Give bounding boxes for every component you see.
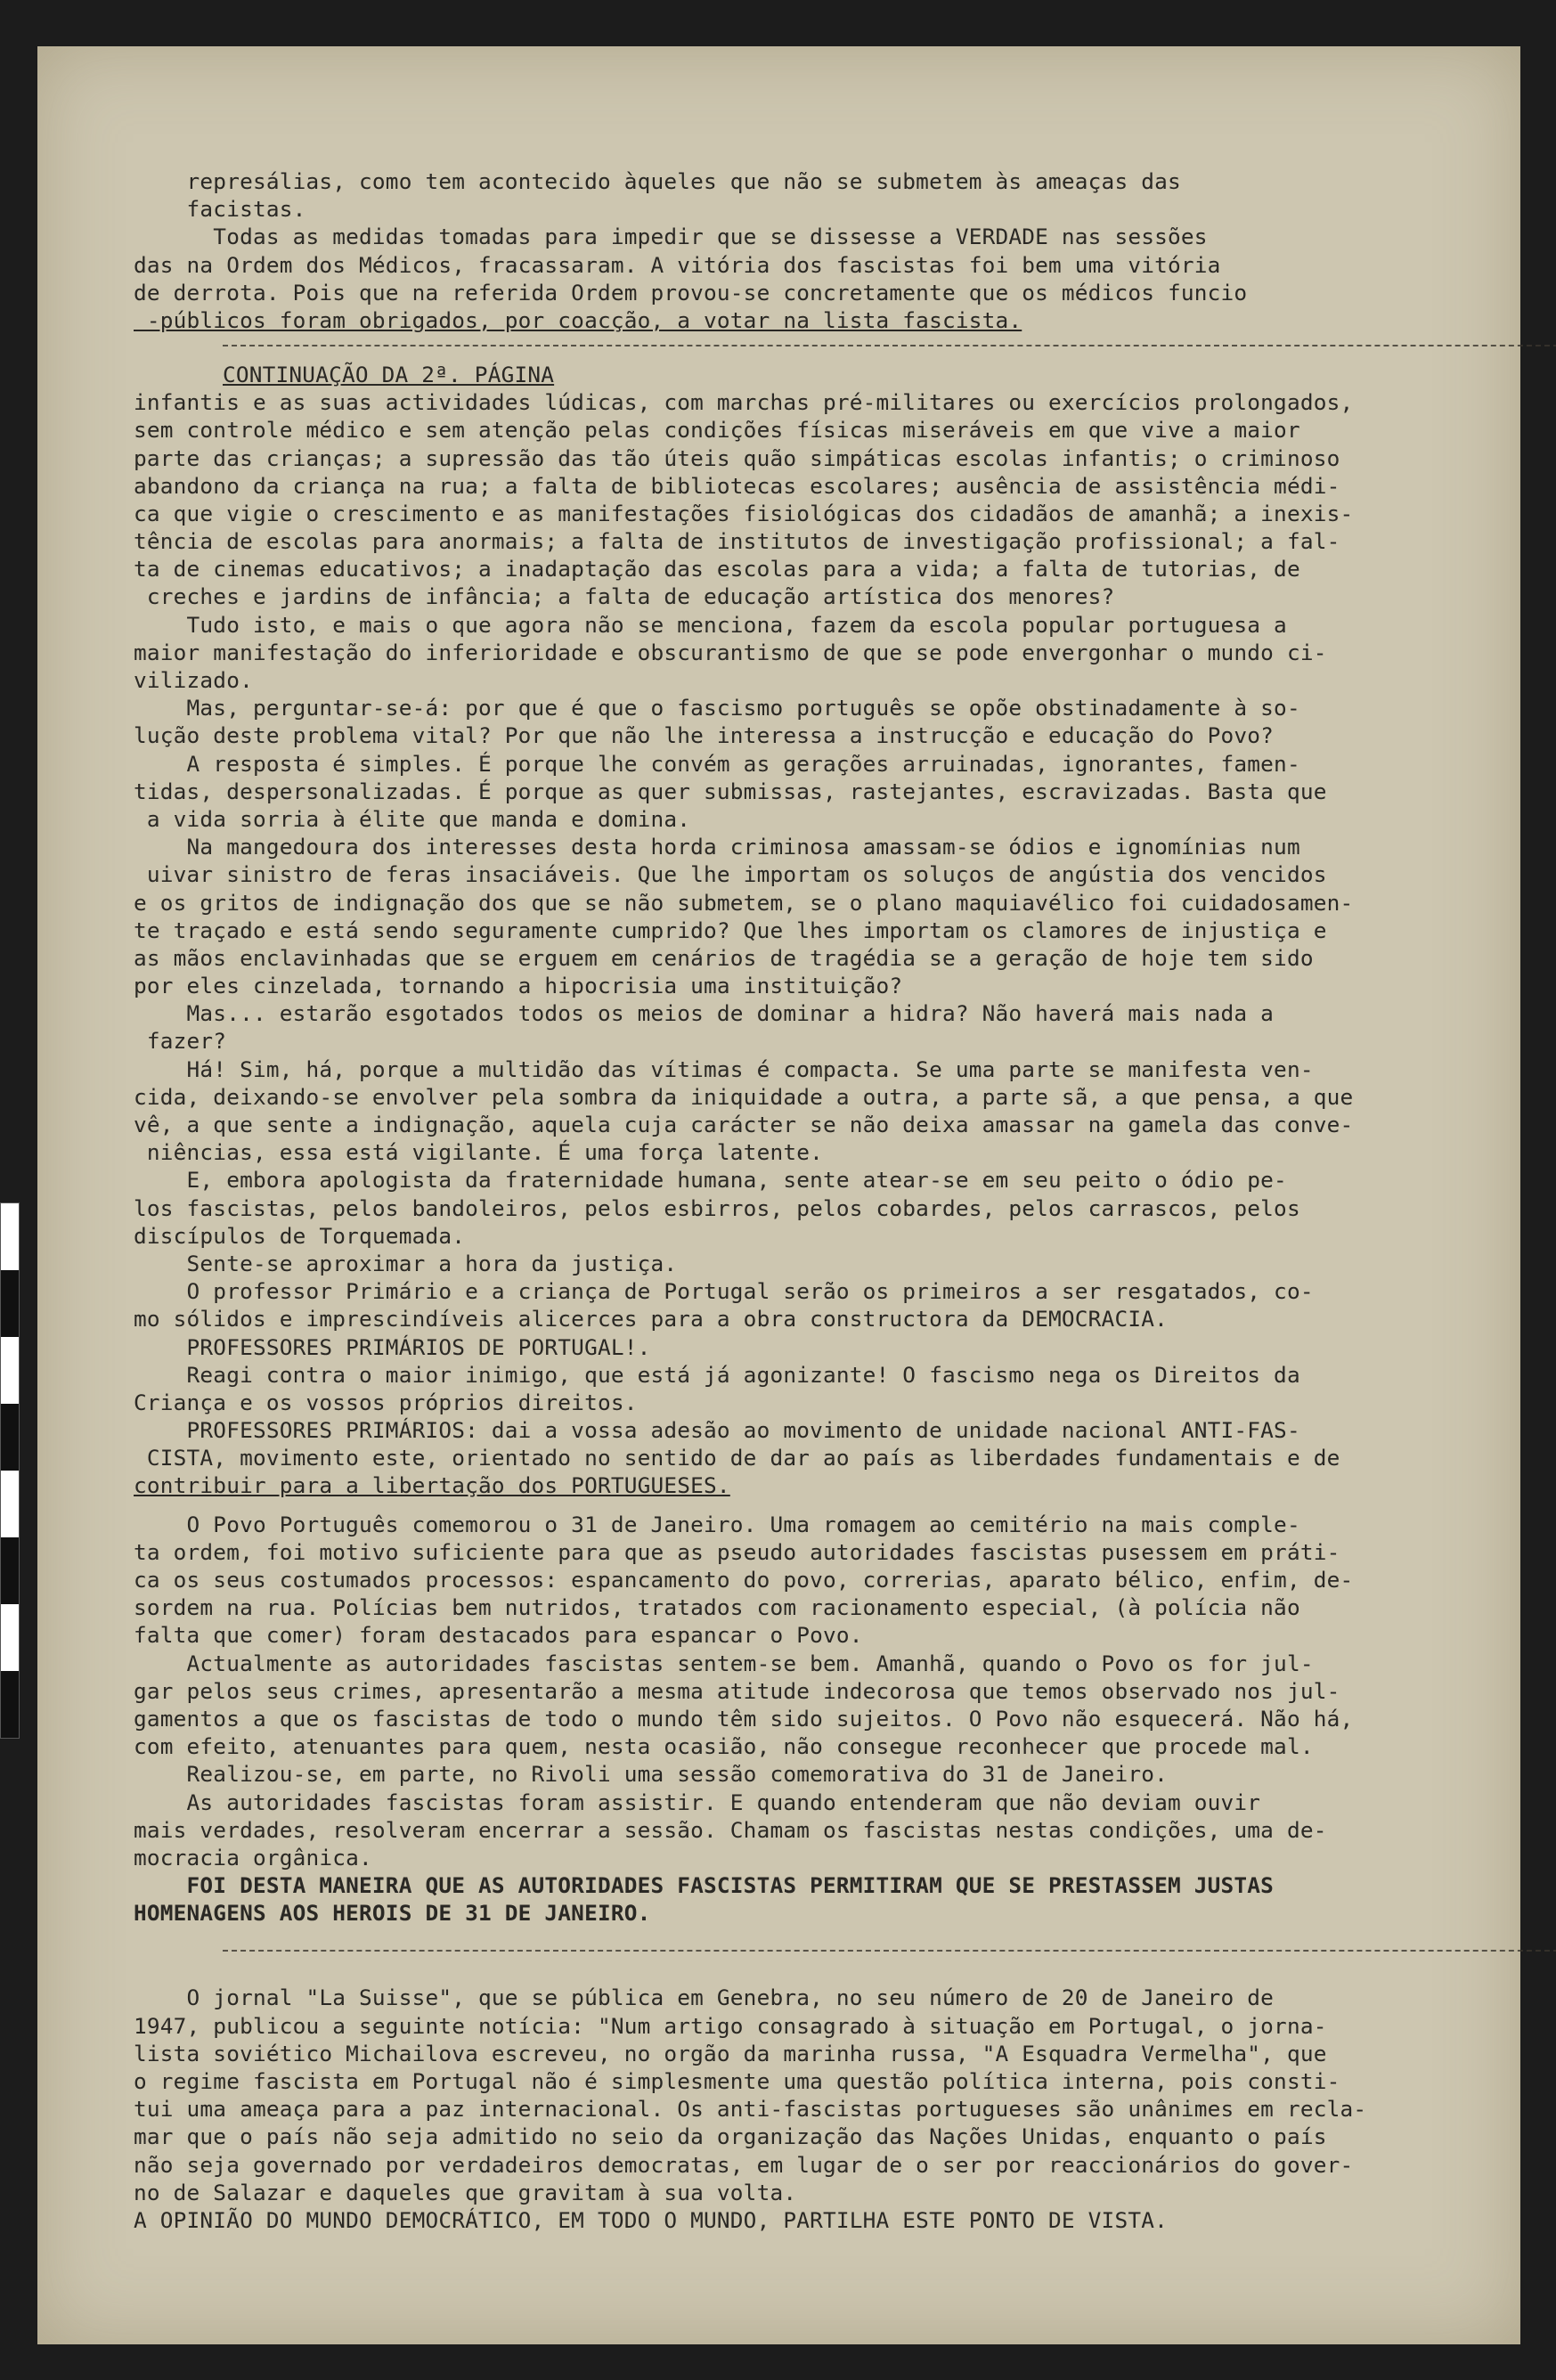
text-line: A OPINIÃO DO MUNDO DEMOCRÁTICO, EM TODO O MUNDO, PARTILHA ESTE PONTO DE VISTA. xyxy=(134,2206,1168,2233)
press-section xyxy=(134,1984,1496,2234)
text-line: mais verdades, resolveram encerrar a sessão. Chamam os fascistas nestas condições, uma de- xyxy=(134,1816,1327,1843)
text-line: E, embora apologista da fraternidade humana, sente atear-se em seu peito o ódio pe- xyxy=(134,1167,1287,1194)
text-line: niências, essa está vigilante. É uma força latente. xyxy=(134,1139,823,1166)
text-line: fazer? xyxy=(134,1028,227,1055)
text-line: uivar sinistro de feras insaciáveis. Que lhe importam os soluços de angústia dos vencidos xyxy=(134,861,1327,888)
text-line: ca os seus costumados processos: espancamento do povo, correrias, aparato bélico, enfim, de- xyxy=(134,1567,1354,1593)
text-line: parte das crianças; a supressão das tão úteis quão simpáticas escolas infantis; o criminoso xyxy=(134,444,1340,471)
text-line: de derrota. Pois que na referida Ordem provou-se concretamente que os médicos funcio xyxy=(134,279,1248,306)
text-line: e os gritos de indignação dos que se não submetem, se o plano maquiavélico foi cuidadosamen- xyxy=(134,889,1354,916)
text-line: ca que vigie o crescimento e as manifestações fisiológicas dos cidadãos de amanhã; a inexis- xyxy=(134,500,1354,526)
text-line: vilizado. xyxy=(134,667,253,693)
text-line: no de Salazar e daqueles que gravitam à sua volta. xyxy=(134,2179,797,2205)
text-line: Actualmente as autoridades fascistas sentem-se bem. Amanhã, quando o Povo os for jul- xyxy=(134,1650,1314,1676)
text-line: HOMENAGENS AOS HEROIS DE 31 DE JANEIRO. xyxy=(134,1900,651,1927)
text-line: represálias, como tem acontecido àqueles que não se submetem às ameaças das xyxy=(134,168,1181,194)
text-line: o regime fascista em Portugal não é simplesmente uma questão política interna, pois consti- xyxy=(134,2068,1340,2094)
divider xyxy=(223,345,1556,348)
text-line: cida, deixando-se envolver pela sombra da iniquidade a outra, a parte sã, a que pensa, a que xyxy=(134,1083,1354,1110)
text-line: los fascistas, pelos bandoleiros, pelos esbirros, pelos cobardes, pelos carrascos, pelos xyxy=(134,1194,1300,1221)
text-line: -públicos foram obrigados, por coacção, a votar na lista fascista. xyxy=(134,306,1022,333)
text-line: por eles cinzelada, tornando a hipocrisia uma instituição? xyxy=(134,973,903,999)
text-line: tência de escolas para anormais; a falta de institutos de investigação profissional; a fal- xyxy=(134,528,1340,555)
text-line: com efeito, atenuantes para quem, nesta ocasião, não consegue reconhecer que procede mal. xyxy=(134,1733,1314,1760)
text-line: CISTA, movimento este, orientado no sentido de dar ao país as liberdades fundamentais e de xyxy=(134,1445,1340,1471)
text-line: Realizou-se, em parte, no Rivoli uma sessão comemorativa do 31 de Janeiro. xyxy=(134,1761,1168,1788)
text-line: O professor Primário e a criança de Portugal serão os primeiros a ser resgatados, co- xyxy=(134,1278,1314,1305)
text-line: ta ordem, foi motivo suficiente para que as pseudo autoridades fascistas pusessem em práti- xyxy=(134,1538,1340,1565)
text-line: creches e jardins de infância; a falta de educação artística dos menores? xyxy=(134,583,1115,610)
text-line: O jornal "La Suisse", que se pública em Genebra, no seu número de 20 de Janeiro de xyxy=(134,1985,1275,2011)
text-line: discípulos de Torquemada. xyxy=(134,1222,466,1249)
scan-color-scale xyxy=(0,1202,20,1739)
text-line: facistas. xyxy=(134,196,306,223)
continuation-heading: CONTINUAÇÃO DA 2ª. PÁGINA xyxy=(223,362,555,388)
text-line: Mas... estarão esgotados todos os meios de dominar a hidra? Não haverá mais nada a xyxy=(134,1000,1275,1027)
divider xyxy=(223,1950,1556,1953)
text-line: lução deste problema vital? Por que não lhe interessa a instrucção e educação do Povo? xyxy=(134,722,1275,749)
text-line: ta de cinemas educativos; a inadaptação das escolas para a vida; a falta de tutorias, de xyxy=(134,556,1300,583)
text-line: sordem na rua. Polícias bem nutridos, tratados com racionamento especial, (à polícia não xyxy=(134,1594,1300,1621)
text-line: sem controle médico e sem atenção pelas condições físicas miseráveis em que vive a maior xyxy=(134,417,1300,444)
document-page xyxy=(37,46,1520,2344)
text-line: O Povo Português comemorou o 31 de Janeiro. Uma romagem ao cemitério na mais comple- xyxy=(134,1511,1300,1537)
text-line: das na Ordem dos Médicos, fracassaram. A vitória dos fascistas foi bem uma vitória xyxy=(134,251,1221,278)
body-section xyxy=(134,388,1496,1500)
text-line: Há! Sim, há, porque a multidão das vítimas é compacta. Se uma parte se manifesta ven- xyxy=(134,1056,1314,1082)
text-line: As autoridades fascistas foram assistir. E quando entenderam que não deviam ouvir xyxy=(134,1789,1261,1815)
text-line: Reagi contra o maior inimigo, que está já agonizante! O fascismo nega os Direitos da xyxy=(134,1361,1300,1388)
text-line: Tudo isto, e mais o que agora não se menciona, fazem da escola popular portuguesa a xyxy=(134,611,1287,638)
text-line: Mas, perguntar-se-á: por que é que o fascismo português se opõe obstinadamente à so- xyxy=(134,695,1300,721)
text-line: a vida sorria à élite que manda e domina. xyxy=(134,805,691,832)
text-line: tidas, despersonalizadas. É porque as quer submissas, rastejantes, escravizadas. Basta que xyxy=(134,778,1327,804)
text-line: infantis e as suas actividades lúdicas, com marchas pré-militares ou exercícios prolongados, xyxy=(134,389,1354,416)
text-line: 1947, publicou a seguinte notícia: "Num artigo consagrado à situação em Portugal, o jorna- xyxy=(134,2012,1327,2039)
document-text xyxy=(134,167,1496,2234)
text-line: Todas as medidas tomadas para impedir que se dissesse a VERDADE nas sessões xyxy=(134,224,1208,250)
text-line: maior manifestação do inferioridade e obscurantismo de que se pode envergonhar o mundo ci- xyxy=(134,639,1327,665)
top-block xyxy=(134,167,1496,334)
text-line: Criança e os vossos próprios direitos. xyxy=(134,1389,638,1415)
text-line: Na mangedoura dos interesses desta horda criminosa amassam-se ódios e ignomínias num xyxy=(134,834,1300,860)
text-line: mar que o país não seja admitido no seio da organização das Nações Unidas, enquanto o país xyxy=(134,2123,1327,2150)
text-line: gar pelos seus crimes, apresentarão a mesma atitude indecorosa que temos observado nos jul- xyxy=(134,1677,1340,1704)
text-line: FOI DESTA MANEIRA QUE AS AUTORIDADES FASCISTAS PERMITIRAM QUE SE PRESTASSEM JUSTAS xyxy=(134,1872,1275,1899)
text-line: A resposta é simples. É porque lhe convém as gerações arruinadas, ignorantes, famen- xyxy=(134,750,1300,777)
text-line: PROFESSORES PRIMÁRIOS DE PORTUGAL!. xyxy=(134,1333,651,1360)
text-line: abandono da criança na rua; a falta de bibliotecas escolares; ausência de assistência médi- xyxy=(134,472,1340,499)
text-line: te traçado e está sendo seguramente cumprido? Que lhes importam os clamores de injustiça e xyxy=(134,917,1327,943)
commemoration-section xyxy=(134,1511,1496,1928)
text-line: as mãos enclavinhadas que se erguem em cenários de tragédia se a geração de hoje tem sido xyxy=(134,944,1314,971)
text-line: não seja governado por verdadeiros democratas, em lugar de o ser por reaccionários do gover- xyxy=(134,2151,1354,2178)
text-line: lista soviético Michailova escreveu, no orgão da marinha russa, "A Esquadra Vermelha", que xyxy=(134,2040,1327,2066)
text-line: contribuir para a libertação dos PORTUGUESES. xyxy=(134,1472,730,1499)
text-line: gamentos a que os fascistas de todo o mundo têm sido sujeitos. O Povo não esquecerá. Não há, xyxy=(134,1705,1354,1732)
text-line: tui uma ameaça para a paz internacional. Os anti-fascistas portugueses são unânimes em recla- xyxy=(134,2096,1367,2123)
text-line: Sente-se aproximar a hora da justiça. xyxy=(134,1250,678,1276)
text-line: falta que comer) foram destacados para espancar o Povo. xyxy=(134,1622,863,1649)
text-line: mocracia orgânica. xyxy=(134,1844,372,1871)
text-line: mo sólidos e imprescindíveis alicerces para a obra constructora da DEMOCRACIA. xyxy=(134,1306,1168,1333)
text-line: vê, a que sente a indignação, aquela cuja carácter se não deixa amassar na gamela das conve- xyxy=(134,1112,1354,1137)
text-line: PROFESSORES PRIMÁRIOS: dai a vossa adesão ao movimento de unidade nacional ANTI-FAS- xyxy=(134,1417,1300,1444)
